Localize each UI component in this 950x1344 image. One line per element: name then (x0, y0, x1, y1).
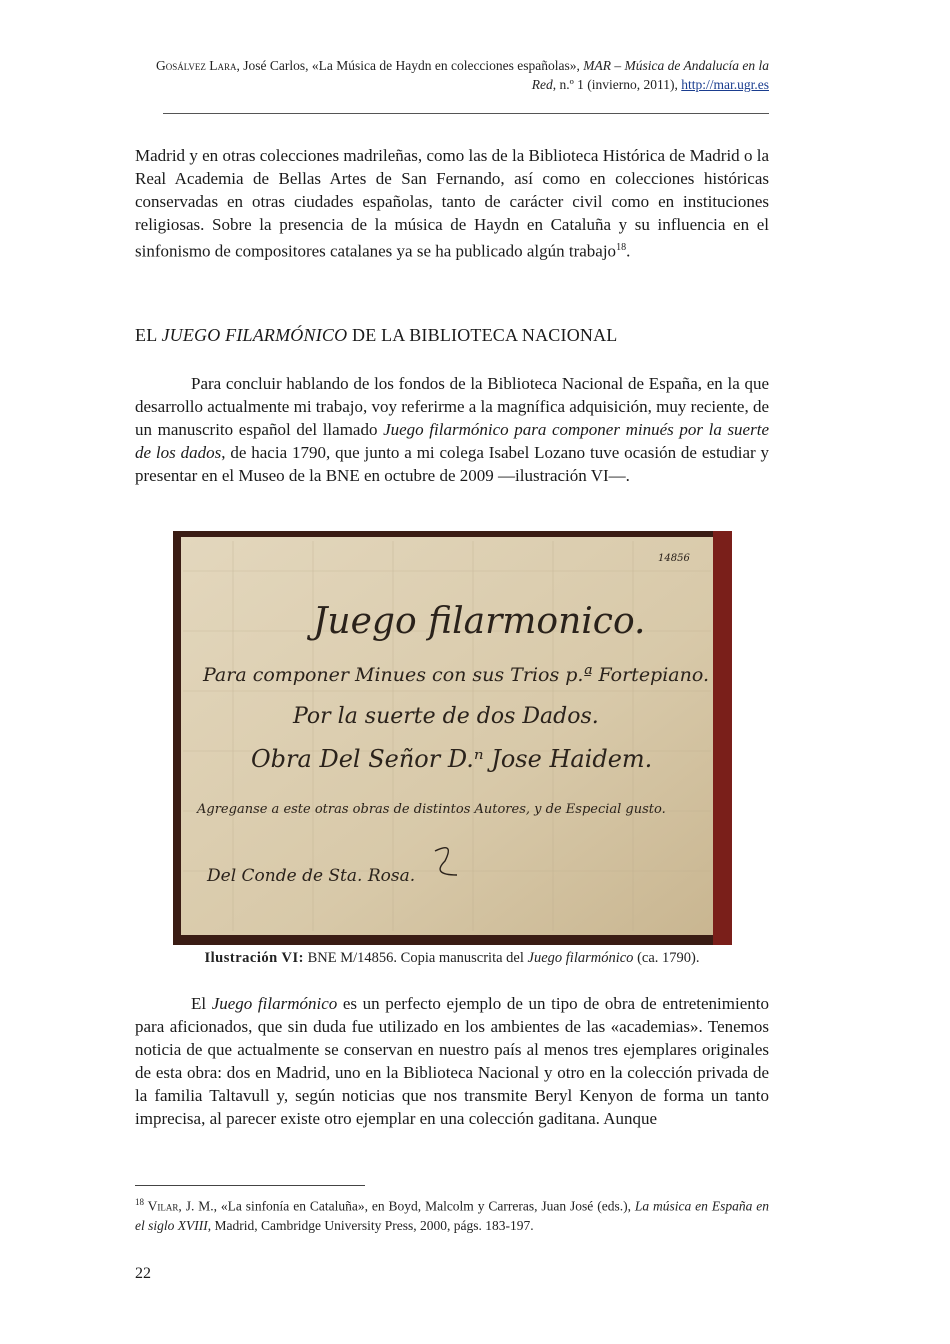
paragraph-2-text-2: , de hacia 1790, que junto a mi colega Isabel Lozano tuve ocasión de estudiar y presentar en el Museo de la BNE en octubre de 2009 —ilustración VI—. (135, 443, 770, 485)
section-title-post: DE LA BIBLIOTECA NACIONAL (347, 325, 618, 345)
header-author-given: , José Carlos, (236, 58, 312, 73)
caption-text-1: BNE M/14856. Copia manuscrita del (304, 950, 528, 966)
paragraph-3 (135, 992, 769, 1130)
footnote-author: Vilar (144, 1198, 179, 1214)
section-title-italic: JUEGO FILARMÓNICO (161, 325, 348, 345)
paragraph-1-text: Madrid y en otras colecciones madrileñas, como las de la Biblioteca Histórica de Madrid o la Real Academia de Bellas Artes de San Fernando, así como en colecciones históricas conservadas en otras ciudades españolas, tanto de carácter civil como en instituciones religiosas. Sobre la presencia de la música de Haydn en Cataluña y su influencia en el sinfonismo de compositores catalanes ya se ha publicado algún trabajo (135, 146, 769, 261)
footnote-18 (135, 1193, 769, 1235)
header-author-surname: Gosálvez Lara (155, 58, 237, 73)
manuscript-line-6: Del Conde de Sta. Rosa. (207, 866, 416, 886)
section-title (135, 325, 618, 346)
figure-caption (135, 950, 769, 967)
paragraph-1 (135, 144, 769, 263)
header-url-link[interactable]: http://mar.ugr.es (681, 77, 769, 92)
footnote-ref-18[interactable]: 18 (616, 242, 627, 253)
paragraph-3-pre: El (191, 994, 212, 1013)
manuscript-image (173, 531, 732, 945)
footnote-italic: La música en España en el siglo XVIII (135, 1198, 769, 1233)
paragraph-3-text: es un perfecto ejemplo de un tipo de obra de entretenimiento para aficionados, que sin duda fue utilizado en los ambientes de las «academias». Tenemos noticia de que actualmente se conservan en nuestro país al menos tres ejemplares originales de esta obra: dos en Madrid, uno en la Biblioteca Nacional y otro en la colección privada de la familia Taltavull y, según noticias que nos transmite Beryl Kenyon de forma un tanto imprecisa, al parecer existe otro ejemplar en una colección gaditana. Aunque (135, 994, 770, 1128)
section-title-pre: EL (135, 325, 162, 345)
header-issue: , n.º 1 (invierno, 2011), (552, 77, 682, 92)
manuscript-line-5: Agreganse a este otras obras de distintos Autores, y de Especial gusto. (197, 802, 666, 817)
caption-italic: Juego filarmónico (527, 950, 634, 966)
paragraph-2-text-1: Para concluir hablando de los fondos de la Biblioteca Nacional de España, en la que desarrollo actualmente mi trabajo, voy referirme a la magnífica adquisición, muy reciente, de un manuscrito español del llamado (135, 374, 769, 439)
paragraph-2-italic-title: Juego filarmónico para componer minués por la suerte de los dados (135, 420, 769, 462)
header-rule (163, 113, 769, 114)
running-header (135, 56, 769, 94)
footnote-rule (135, 1185, 365, 1186)
caption-text-2: (ca. 1790). (633, 950, 700, 966)
header-journal: MAR – Música de Andalucía en la Red (531, 58, 769, 92)
manuscript-line-3: Por la suerte de dos Dados. (293, 704, 599, 729)
paragraph-1-end: . (626, 241, 631, 261)
header-separator: , (576, 58, 584, 73)
paragraph-2 (135, 372, 769, 487)
footnote-text-2: , Madrid, Cambridge University Press, 2000, págs. 183-197. (207, 1217, 534, 1233)
caption-label: Ilustración VI: (204, 950, 304, 966)
manuscript-figure (173, 531, 732, 945)
shelfmark-note: 14856 (658, 553, 690, 564)
footnote-text-1: , J. M., «La sinfonía en Cataluña», en Boyd, Malcolm y Carreras, Juan José (eds.), (178, 1198, 635, 1214)
manuscript-line-1: Juego filarmonico. (313, 601, 646, 642)
footnote-number: 18 (135, 1197, 144, 1207)
paragraph-3-italic: Juego filarmónico (211, 994, 338, 1013)
header-article-title: «La Música de Haydn en colecciones españolas» (311, 58, 577, 73)
page-number: 22 (135, 1265, 151, 1282)
manuscript-line-2: Para componer Minues con sus Trios p.ª Fortepiano. (203, 664, 710, 686)
manuscript-line-4: Obra Del Señor D.ⁿ Jose Haidem. (251, 745, 653, 773)
